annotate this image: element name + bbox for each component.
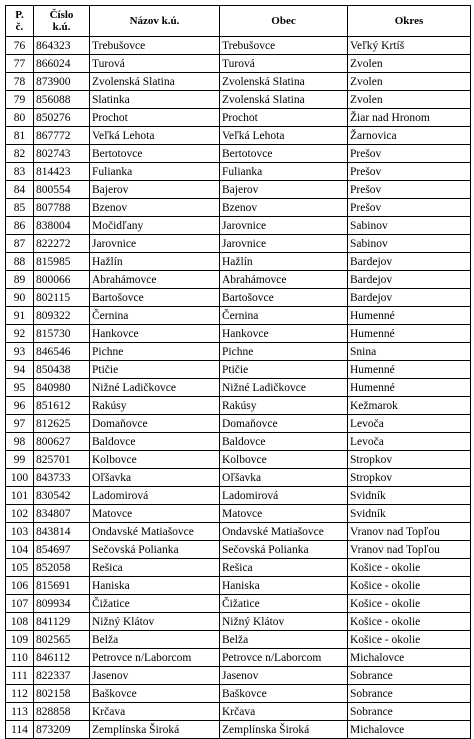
- cell-okres: Košice - okolie: [348, 631, 471, 649]
- cell-obec: Sečovská Polianka: [220, 541, 348, 559]
- cell-nazov-ku: Jarovnice: [90, 235, 220, 253]
- table-row: [6, 703, 471, 721]
- table-body: [6, 37, 471, 739]
- cell-obec: Turová: [220, 55, 348, 73]
- cell-okres: Veľký Krtíš: [348, 37, 471, 55]
- cell-cislo-ku: 851612: [34, 397, 90, 415]
- cell-obec: Petrovce n/Laborcom: [220, 649, 348, 667]
- cell-nazov-ku: Domaňovce: [90, 415, 220, 433]
- cell-cislo-ku: 850276: [34, 109, 90, 127]
- cell-obec: Veľká Lehota: [220, 127, 348, 145]
- cell-pc: 84: [6, 181, 34, 199]
- cell-okres: Prešov: [348, 199, 471, 217]
- table-row: [6, 253, 471, 271]
- cell-pc: 107: [6, 595, 34, 613]
- cell-nazov-ku: Čižatice: [90, 595, 220, 613]
- cell-cislo-ku: 852058: [34, 559, 90, 577]
- cell-nazov-ku: Bartošovce: [90, 289, 220, 307]
- cell-nazov-ku: Nižný Klátov: [90, 613, 220, 631]
- cell-okres: Snina: [348, 343, 471, 361]
- cell-cislo-ku: 830542: [34, 487, 90, 505]
- cell-okres: Michalovce: [348, 721, 471, 739]
- cell-cislo-ku: 828858: [34, 703, 90, 721]
- cell-pc: 78: [6, 73, 34, 91]
- table-row: [6, 343, 471, 361]
- cell-pc: 96: [6, 397, 34, 415]
- cell-nazov-ku: Rešica: [90, 559, 220, 577]
- cell-pc: 97: [6, 415, 34, 433]
- cell-cislo-ku: 838004: [34, 217, 90, 235]
- cell-okres: Humenné: [348, 361, 471, 379]
- table-row: [6, 91, 471, 109]
- cell-nazov-ku: Sečovská Polianka: [90, 541, 220, 559]
- cell-cislo-ku: 800554: [34, 181, 90, 199]
- cell-pc: 90: [6, 289, 34, 307]
- cell-nazov-ku: Ladomirová: [90, 487, 220, 505]
- cell-nazov-ku: Bertotovce: [90, 145, 220, 163]
- cell-pc: 113: [6, 703, 34, 721]
- cell-nazov-ku: Krčava: [90, 703, 220, 721]
- table-row: [6, 379, 471, 397]
- cell-obec: Abrahámovce: [220, 271, 348, 289]
- cell-okres: Prešov: [348, 181, 471, 199]
- table-row: [6, 163, 471, 181]
- table-row: [6, 145, 471, 163]
- cell-obec: Oľšavka: [220, 469, 348, 487]
- table-row: [6, 613, 471, 631]
- cell-cislo-ku: 856088: [34, 91, 90, 109]
- table-header-row: [6, 6, 471, 37]
- cell-nazov-ku: Fulianka: [90, 163, 220, 181]
- cell-cislo-ku: 850438: [34, 361, 90, 379]
- cell-okres: Levoča: [348, 433, 471, 451]
- cell-nazov-ku: Nižné Ladičkovce: [90, 379, 220, 397]
- cell-obec: Bzenov: [220, 199, 348, 217]
- cell-cislo-ku: 800066: [34, 271, 90, 289]
- cell-pc: 86: [6, 217, 34, 235]
- cell-obec: Ondavské Matiašovce: [220, 523, 348, 541]
- cell-nazov-ku: Rakúsy: [90, 397, 220, 415]
- cell-cislo-ku: 815730: [34, 325, 90, 343]
- cell-okres: Prešov: [348, 145, 471, 163]
- cell-cislo-ku: 800627: [34, 433, 90, 451]
- table-row: [6, 559, 471, 577]
- cell-nazov-ku: Haniska: [90, 577, 220, 595]
- cell-obec: Kolbovce: [220, 451, 348, 469]
- cell-nazov-ku: Oľšavka: [90, 469, 220, 487]
- table-row: [6, 127, 471, 145]
- cell-cislo-ku: 841129: [34, 613, 90, 631]
- cell-nazov-ku: Matovce: [90, 505, 220, 523]
- cell-okres: Svidník: [348, 487, 471, 505]
- cell-pc: 82: [6, 145, 34, 163]
- header-cislo: [34, 6, 90, 37]
- cell-okres: Humenné: [348, 379, 471, 397]
- cell-nazov-ku: Pichne: [90, 343, 220, 361]
- cell-pc: 111: [6, 667, 34, 685]
- header-okres: Okres: [348, 6, 471, 37]
- cell-okres: Bardejov: [348, 289, 471, 307]
- cell-obec: Trebušovce: [220, 37, 348, 55]
- cell-okres: Prešov: [348, 163, 471, 181]
- cell-obec: Prochot: [220, 109, 348, 127]
- table-row: [6, 109, 471, 127]
- cell-nazov-ku: Veľká Lehota: [90, 127, 220, 145]
- cell-pc: 79: [6, 91, 34, 109]
- cell-pc: 83: [6, 163, 34, 181]
- cell-pc: 114: [6, 721, 34, 739]
- cell-okres: Vranov nad Topľou: [348, 541, 471, 559]
- table-row: [6, 307, 471, 325]
- header-obec: Obec: [220, 6, 348, 37]
- cell-okres: Stropkov: [348, 451, 471, 469]
- cell-cislo-ku: 809322: [34, 307, 90, 325]
- cell-obec: Rešica: [220, 559, 348, 577]
- cell-obec: Nižné Ladičkovce: [220, 379, 348, 397]
- header-pc: [6, 6, 34, 37]
- cell-okres: Svidník: [348, 505, 471, 523]
- cell-pc: 94: [6, 361, 34, 379]
- table-row: [6, 523, 471, 541]
- cell-pc: 110: [6, 649, 34, 667]
- cell-okres: Levoča: [348, 415, 471, 433]
- cell-nazov-ku: Slatinka: [90, 91, 220, 109]
- table-row: [6, 217, 471, 235]
- cell-obec: Rakúsy: [220, 397, 348, 415]
- cell-nazov-ku: Belža: [90, 631, 220, 649]
- cell-nazov-ku: Abrahámovce: [90, 271, 220, 289]
- cell-cislo-ku: 873900: [34, 73, 90, 91]
- cell-okres: Humenné: [348, 307, 471, 325]
- cell-nazov-ku: Zemplínska Široká: [90, 721, 220, 739]
- cell-cislo-ku: 854697: [34, 541, 90, 559]
- cell-obec: Bajerov: [220, 181, 348, 199]
- table-row: [6, 415, 471, 433]
- cell-pc: 102: [6, 505, 34, 523]
- table-row: [6, 505, 471, 523]
- cell-pc: 99: [6, 451, 34, 469]
- cell-obec: Jarovnice: [220, 217, 348, 235]
- table-row: [6, 37, 471, 55]
- cell-obec: Baldovce: [220, 433, 348, 451]
- cell-obec: Domaňovce: [220, 415, 348, 433]
- cell-obec: Jarovnice: [220, 235, 348, 253]
- header-cislo-line2: k.ú.: [52, 21, 71, 33]
- table-row: [6, 361, 471, 379]
- table-row: [6, 487, 471, 505]
- cell-obec: Bertotovce: [220, 145, 348, 163]
- cell-nazov-ku: Bzenov: [90, 199, 220, 217]
- cell-obec: Jasenov: [220, 667, 348, 685]
- table-row: [6, 271, 471, 289]
- cell-cislo-ku: 802158: [34, 685, 90, 703]
- cell-cislo-ku: 825701: [34, 451, 90, 469]
- cell-nazov-ku: Prochot: [90, 109, 220, 127]
- cell-cislo-ku: 807788: [34, 199, 90, 217]
- cell-obec: Zvolenská Slatina: [220, 91, 348, 109]
- cell-pc: 100: [6, 469, 34, 487]
- cell-pc: 81: [6, 127, 34, 145]
- cell-okres: Zvolen: [348, 91, 471, 109]
- header-nazov: Názov k.ú.: [90, 6, 220, 37]
- cell-cislo-ku: 834807: [34, 505, 90, 523]
- cell-okres: Sabinov: [348, 217, 471, 235]
- cell-okres: Michalovce: [348, 649, 471, 667]
- cell-okres: Košice - okolie: [348, 559, 471, 577]
- table-row: [6, 541, 471, 559]
- cell-okres: Sobrance: [348, 703, 471, 721]
- cell-nazov-ku: Hankovce: [90, 325, 220, 343]
- cell-nazov-ku: Ondavské Matiašovce: [90, 523, 220, 541]
- cell-cislo-ku: 802743: [34, 145, 90, 163]
- cell-cislo-ku: 843733: [34, 469, 90, 487]
- cell-okres: Košice - okolie: [348, 613, 471, 631]
- cell-cislo-ku: 809934: [34, 595, 90, 613]
- cell-cislo-ku: 802115: [34, 289, 90, 307]
- cell-nazov-ku: Zvolenská Slatina: [90, 73, 220, 91]
- table-row: [6, 595, 471, 613]
- table-row: [6, 397, 471, 415]
- cell-cislo-ku: 822272: [34, 235, 90, 253]
- cell-cislo-ku: 873209: [34, 721, 90, 739]
- cell-okres: Sobrance: [348, 667, 471, 685]
- cell-pc: 109: [6, 631, 34, 649]
- cell-okres: Žarnovica: [348, 127, 471, 145]
- cell-cislo-ku: 866024: [34, 55, 90, 73]
- cell-pc: 76: [6, 37, 34, 55]
- header-cislo-line1: Číslo: [49, 9, 74, 21]
- cell-obec: Haniska: [220, 577, 348, 595]
- cell-okres: Humenné: [348, 325, 471, 343]
- cell-obec: Zemplínska Široká: [220, 721, 348, 739]
- cell-okres: Bardejov: [348, 253, 471, 271]
- cell-okres: Vranov nad Topľou: [348, 523, 471, 541]
- table-row: [6, 685, 471, 703]
- cell-cislo-ku: 846112: [34, 649, 90, 667]
- cell-cislo-ku: 840980: [34, 379, 90, 397]
- cell-okres: Žiar nad Hronom: [348, 109, 471, 127]
- cell-okres: Sabinov: [348, 235, 471, 253]
- cell-pc: 80: [6, 109, 34, 127]
- cell-obec: Ladomirová: [220, 487, 348, 505]
- cell-pc: 95: [6, 379, 34, 397]
- cell-nazov-ku: Černina: [90, 307, 220, 325]
- header-pc-line2: č.: [15, 21, 24, 33]
- cell-cislo-ku: 867772: [34, 127, 90, 145]
- cell-nazov-ku: Močidľany: [90, 217, 220, 235]
- cell-cislo-ku: 822337: [34, 667, 90, 685]
- cell-obec: Bartošovce: [220, 289, 348, 307]
- cell-pc: 104: [6, 541, 34, 559]
- cell-obec: Nižný Klátov: [220, 613, 348, 631]
- cell-obec: Krčava: [220, 703, 348, 721]
- cell-okres: Stropkov: [348, 469, 471, 487]
- cell-cislo-ku: 846546: [34, 343, 90, 361]
- cell-cislo-ku: 864323: [34, 37, 90, 55]
- cell-pc: 112: [6, 685, 34, 703]
- cell-cislo-ku: 843814: [34, 523, 90, 541]
- cell-cislo-ku: 802565: [34, 631, 90, 649]
- cell-pc: 93: [6, 343, 34, 361]
- table-row: [6, 199, 471, 217]
- cell-nazov-ku: Trebušovce: [90, 37, 220, 55]
- cell-okres: Košice - okolie: [348, 577, 471, 595]
- cell-pc: 87: [6, 235, 34, 253]
- table-row: [6, 289, 471, 307]
- cell-pc: 106: [6, 577, 34, 595]
- cell-obec: Čižatice: [220, 595, 348, 613]
- table-row: [6, 73, 471, 91]
- cell-okres: Bardejov: [348, 271, 471, 289]
- cell-pc: 88: [6, 253, 34, 271]
- table-row: [6, 721, 471, 739]
- cell-nazov-ku: Turová: [90, 55, 220, 73]
- cell-nazov-ku: Baškovce: [90, 685, 220, 703]
- cell-okres: Sobrance: [348, 685, 471, 703]
- cell-pc: 105: [6, 559, 34, 577]
- cell-pc: 85: [6, 199, 34, 217]
- cell-pc: 98: [6, 433, 34, 451]
- cell-pc: 89: [6, 271, 34, 289]
- cell-pc: 103: [6, 523, 34, 541]
- cell-nazov-ku: Petrovce n/Laborcom: [90, 649, 220, 667]
- table-row: [6, 469, 471, 487]
- table-row: [6, 667, 471, 685]
- cell-obec: Hankovce: [220, 325, 348, 343]
- cell-okres: Kežmarok: [348, 397, 471, 415]
- cell-pc: 92: [6, 325, 34, 343]
- cell-pc: 91: [6, 307, 34, 325]
- cell-nazov-ku: Ptičie: [90, 361, 220, 379]
- cell-obec: Černina: [220, 307, 348, 325]
- cell-nazov-ku: Jasenov: [90, 667, 220, 685]
- cell-pc: 108: [6, 613, 34, 631]
- table-row: [6, 577, 471, 595]
- cell-obec: Fulianka: [220, 163, 348, 181]
- cell-okres: Zvolen: [348, 73, 471, 91]
- cell-cislo-ku: 812625: [34, 415, 90, 433]
- table-row: [6, 235, 471, 253]
- cell-cislo-ku: 815691: [34, 577, 90, 595]
- cell-obec: Matovce: [220, 505, 348, 523]
- cell-pc: 77: [6, 55, 34, 73]
- table-row: [6, 325, 471, 343]
- table-row: [6, 649, 471, 667]
- cell-obec: Ptičie: [220, 361, 348, 379]
- cell-okres: Zvolen: [348, 55, 471, 73]
- cell-obec: Zvolenská Slatina: [220, 73, 348, 91]
- header-pc-line1: P.: [15, 9, 24, 21]
- table-row: [6, 181, 471, 199]
- table-row: [6, 433, 471, 451]
- cell-obec: Belža: [220, 631, 348, 649]
- cell-nazov-ku: Hažlín: [90, 253, 220, 271]
- cell-cislo-ku: 815985: [34, 253, 90, 271]
- table-row: [6, 55, 471, 73]
- cell-obec: Pichne: [220, 343, 348, 361]
- table-row: [6, 451, 471, 469]
- cell-obec: Baškovce: [220, 685, 348, 703]
- cell-obec: Hažlín: [220, 253, 348, 271]
- cell-cislo-ku: 814423: [34, 163, 90, 181]
- cell-nazov-ku: Bajerov: [90, 181, 220, 199]
- cell-nazov-ku: Baldovce: [90, 433, 220, 451]
- table-row: [6, 631, 471, 649]
- cell-nazov-ku: Kolbovce: [90, 451, 220, 469]
- cell-okres: Košice - okolie: [348, 595, 471, 613]
- cell-pc: 101: [6, 487, 34, 505]
- cadastral-table: [5, 5, 471, 739]
